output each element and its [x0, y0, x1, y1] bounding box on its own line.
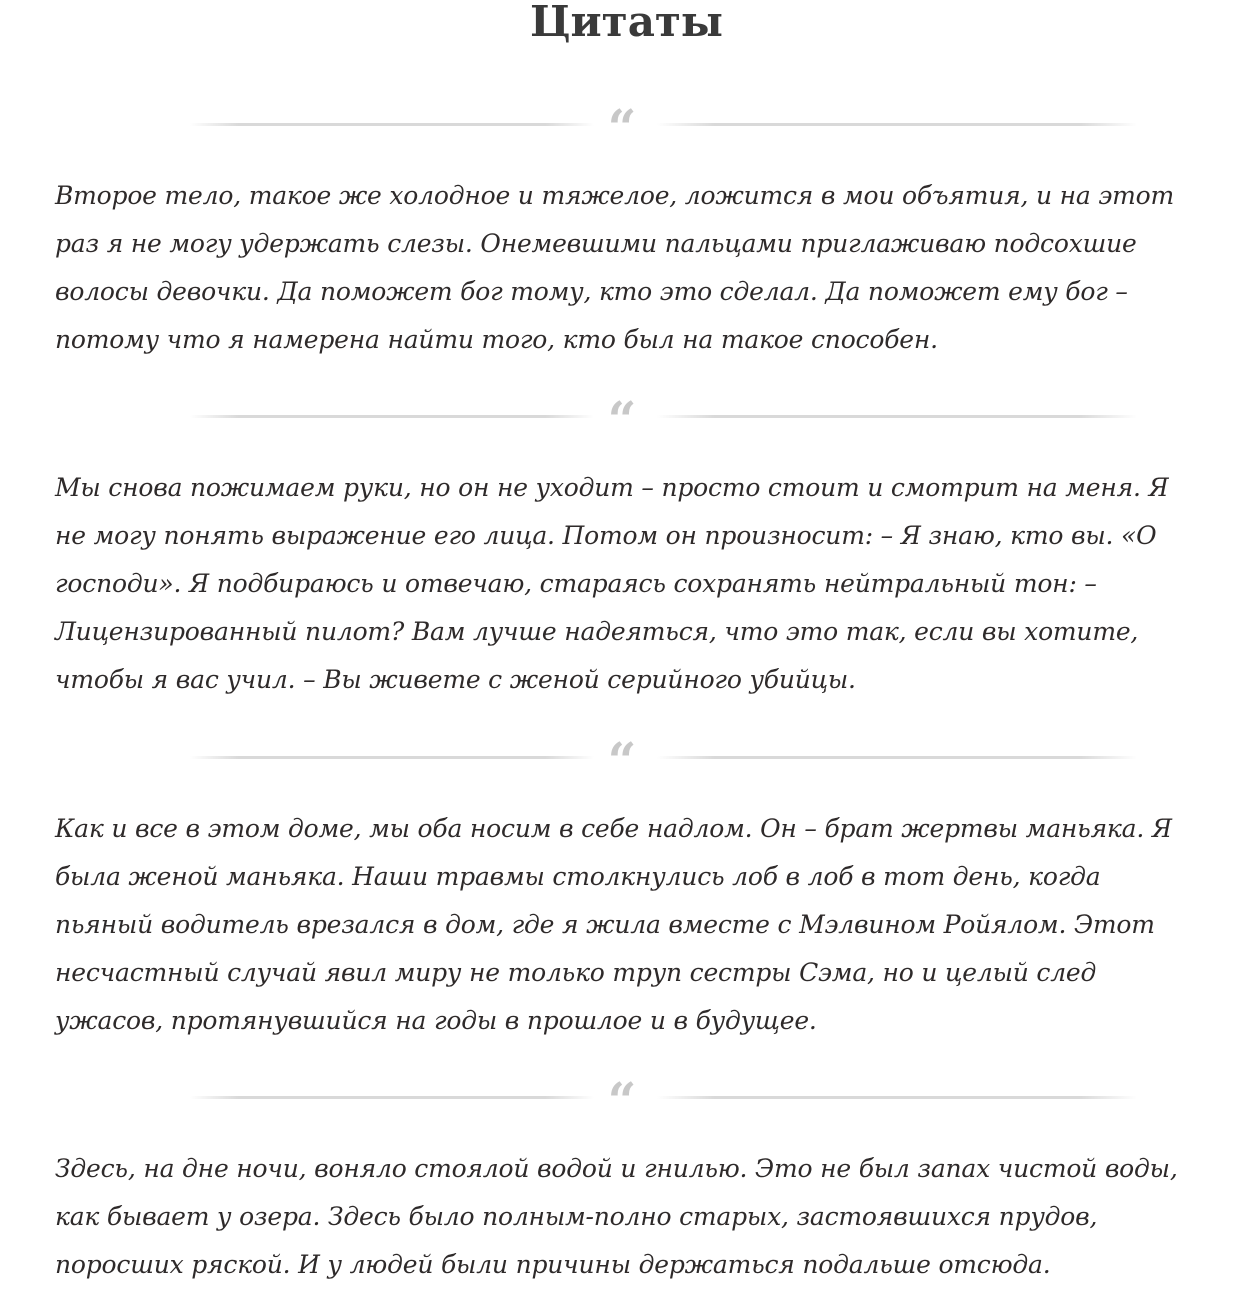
divider-line — [190, 756, 594, 759]
quote-text: Второе тело, такое же холодное и тяжелое, ложится в мои объятия, и на этот раз я не могу удержать слезы. Онемевшими пальцами приглаживаю подсохшие волосы девочки. Да поможет бог тому, кто это сделал. Да поможет ему бог – потому что я намерена найти того, кто был на такое способен. — [55, 181, 1175, 354]
divider-line — [657, 1096, 1137, 1099]
divider-line — [190, 415, 594, 418]
quote-text: Здесь, на дне ночи, воняло стоялой водой и гнилью. Это не был запах чистой воды, как бывает у озера. Здесь было полным-полно старых, застоявшихся прудов, поросших ряской. И у людей были причины держаться подальше отсюда. — [55, 1154, 1178, 1279]
divider-line — [657, 415, 1137, 418]
quote-divider — [0, 1071, 1253, 1130]
page-title: Цитаты — [529, 0, 724, 46]
divider-line — [190, 1096, 594, 1099]
left-double-quote-icon: “ — [607, 390, 637, 449]
divider-line — [657, 756, 1137, 759]
quote-divider — [0, 731, 1253, 790]
divider-line — [190, 123, 594, 126]
left-double-quote-icon: “ — [607, 1071, 637, 1130]
left-double-quote-icon: “ — [607, 98, 637, 157]
quote-text: Мы снова пожимаем руки, но он не уходит – просто стоит и смотрит на меня. Я не могу понять выражение его лица. Потом он произносит: – Я знаю, кто вы. «О господи». Я подбираюсь и отвечаю, стараясь сохранять нейтральный тон: – Лицензированный пилот? Вам лучше надеяться, что это так, если вы хотите, чтобы я вас учил. – Вы живете с женой серийного убийцы. — [55, 473, 1169, 694]
quote-divider — [0, 390, 1253, 449]
quote-text: Как и все в этом доме, мы оба носим в себе надлом. Он – брат жертвы маньяка. Я была женой маньяка. Наши травмы столкнулись лоб в лоб в тот день, когда пьяный водитель врезался в дом, где я жила вместе с Мэлвином Ройялом. Этот несчастный случай явил миру не только труп сестры Сэма, но и целый след ужасов, протянувшийся на годы в прошлое и в будущее. — [55, 814, 1172, 1035]
divider-line — [657, 123, 1137, 126]
left-double-quote-icon: “ — [607, 731, 637, 790]
quote-divider — [0, 98, 1253, 157]
